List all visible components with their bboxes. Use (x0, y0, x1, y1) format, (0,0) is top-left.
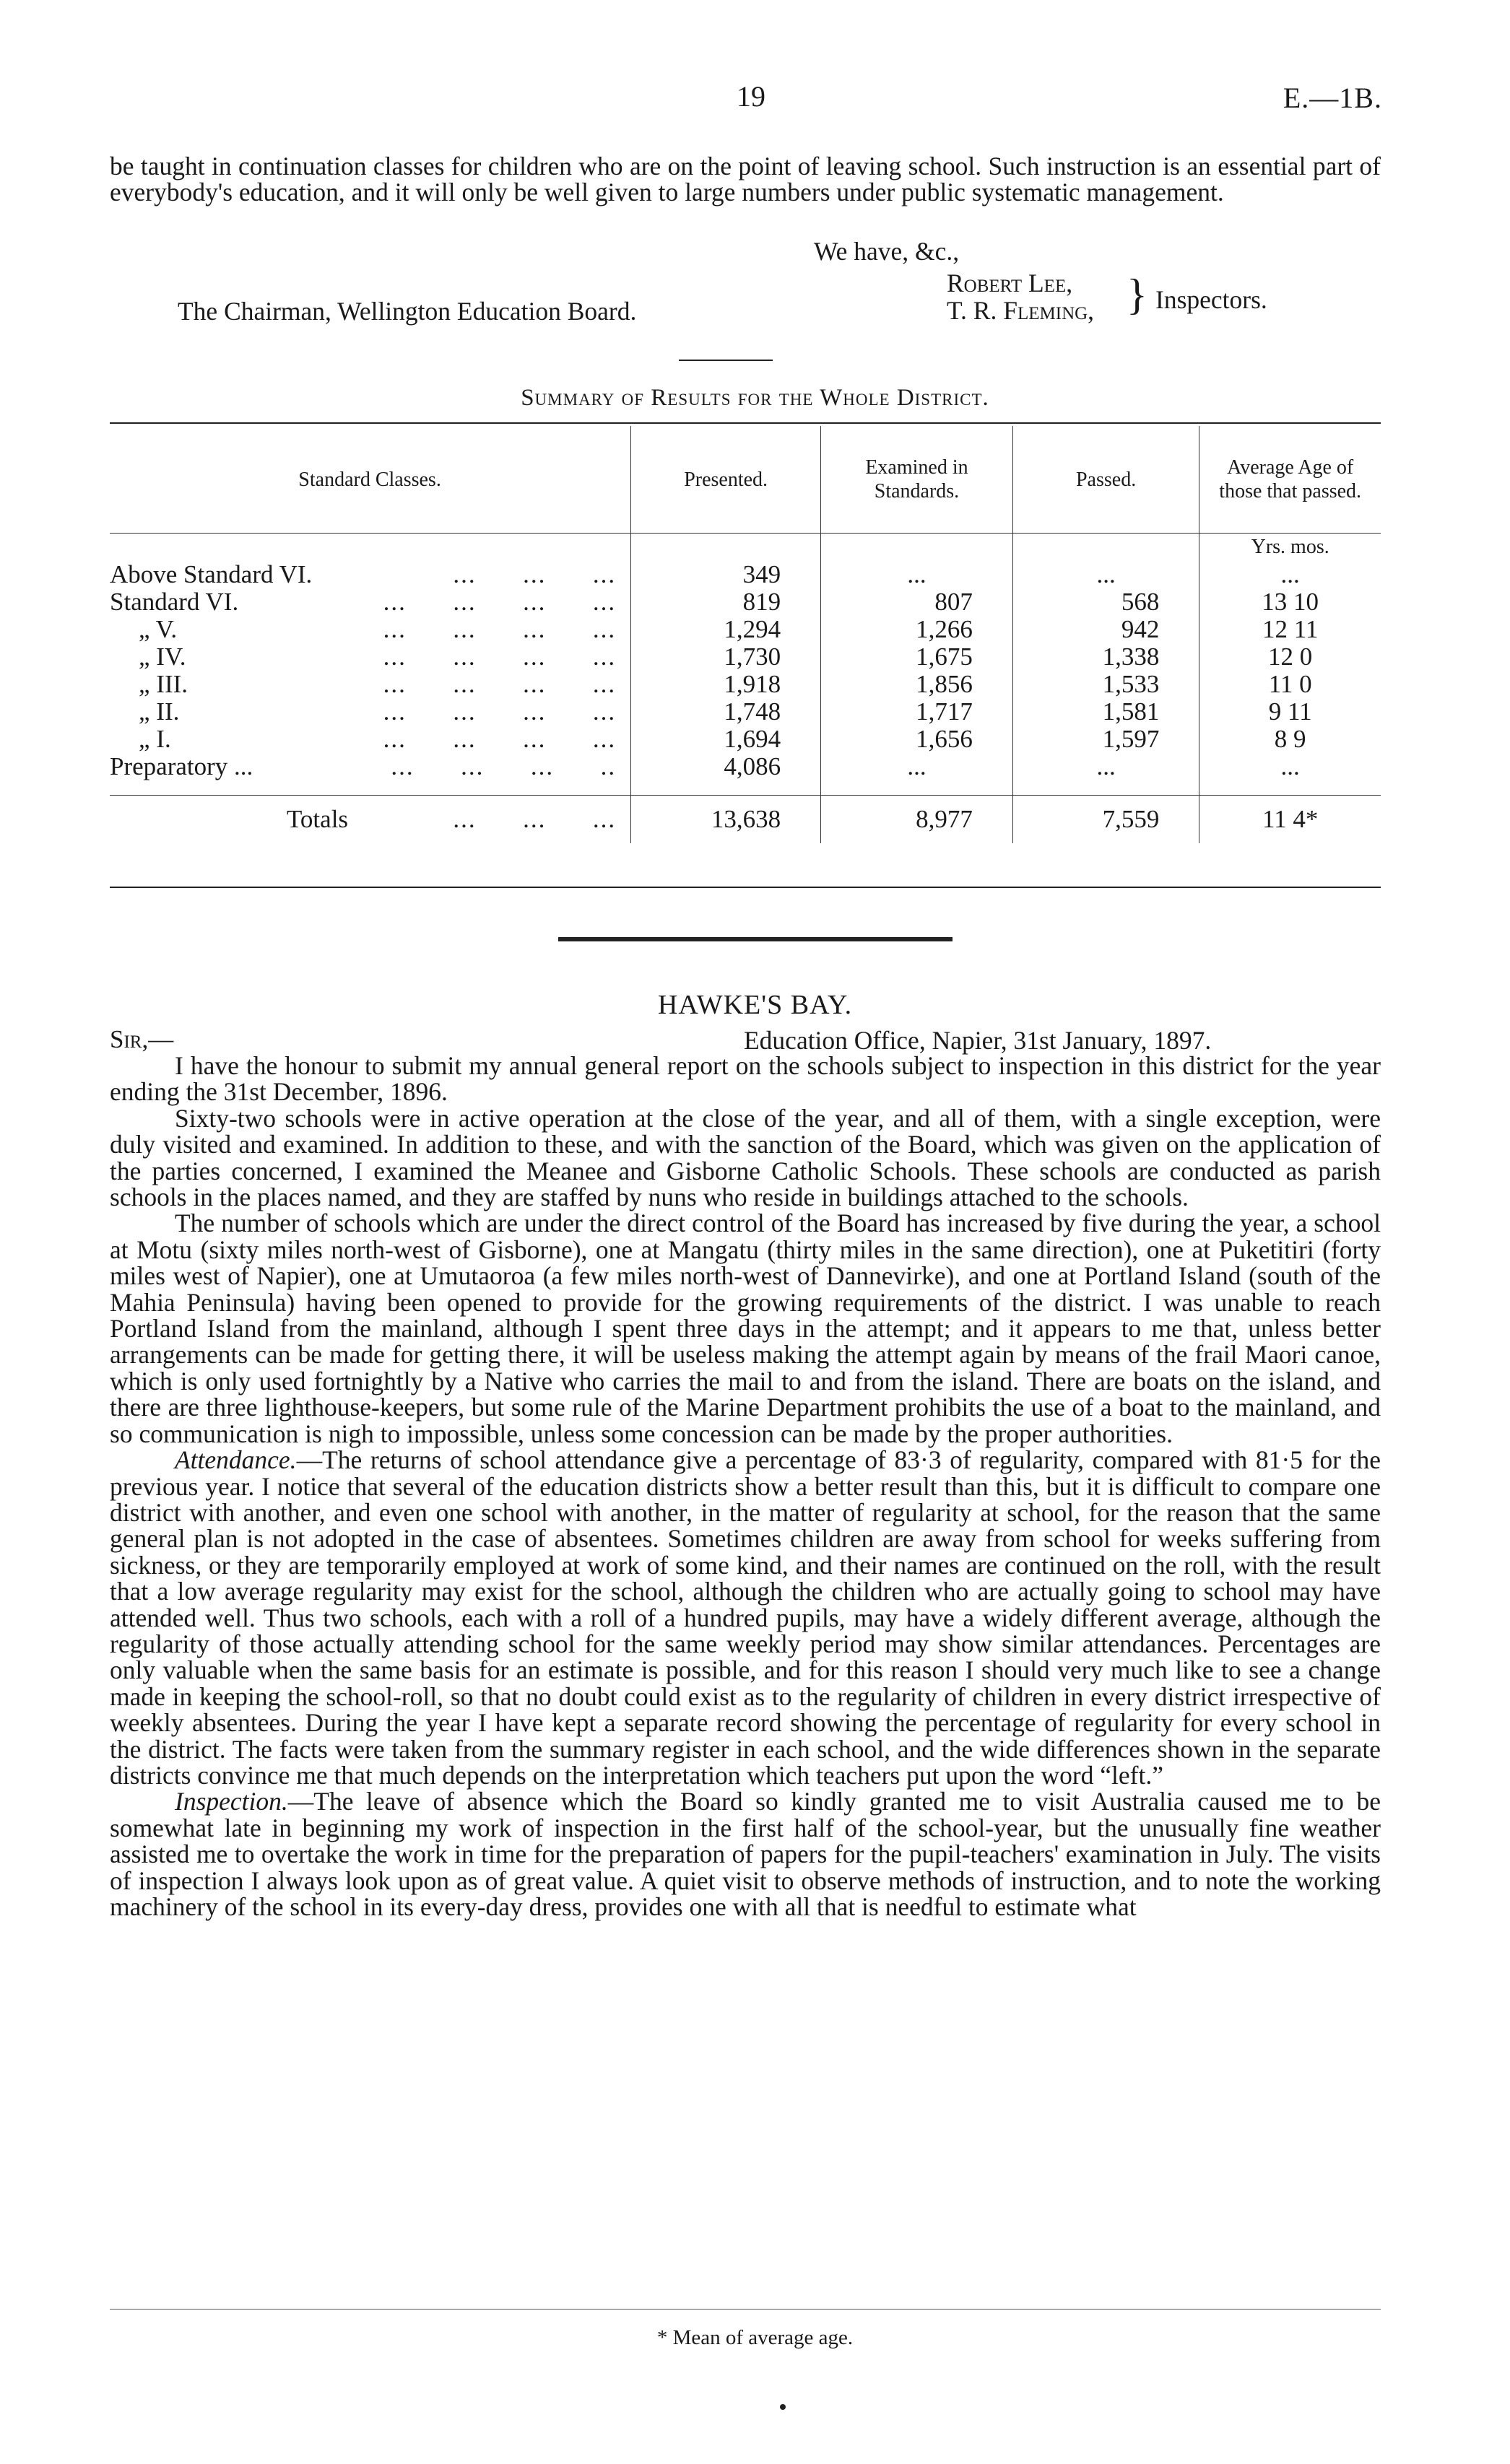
cell-passed: 1,581 (1012, 698, 1199, 726)
table-row: Preparatory ... ... ... ... .. 4,086 ... ... ... (110, 753, 1381, 780)
document-reference: E.—1B. (1283, 82, 1382, 114)
cell-presented: 1,918 (631, 671, 821, 698)
report-body (110, 1053, 1381, 1920)
cell-examined: 1,656 (821, 726, 1013, 753)
cell-passed: 1,597 (1012, 726, 1199, 753)
cell-presented: 1,730 (631, 643, 821, 671)
cell-age: 9 11 (1199, 698, 1381, 726)
cell-age: 12 11 (1199, 616, 1381, 643)
attendance-heading: Attendance. (175, 1445, 297, 1475)
cell-presented: 349 (631, 561, 821, 588)
table-row: „ IV. ... ... ... ... 1,730 1,675 1,338 12 0 (110, 643, 1381, 671)
cell-examined: 1,717 (821, 698, 1013, 726)
section-title: HAWKE'S BAY. (657, 990, 853, 1020)
total-passed: 7,559 (1012, 796, 1199, 844)
footnote: * Mean of average age. (656, 2326, 854, 2349)
cell-passed: 568 (1012, 588, 1199, 616)
cell-examined: 1,266 (821, 616, 1013, 643)
cell-presented: 1,294 (631, 616, 821, 643)
signatory-brace: } (1127, 271, 1147, 318)
cell-passed: 1,338 (1012, 643, 1199, 671)
total-presented: 13,638 (631, 796, 821, 844)
row-label: Above Standard VI. (110, 560, 313, 588)
row-label: „ I. (139, 725, 171, 753)
cell-presented: 1,748 (631, 698, 821, 726)
col-average-age-label: Average Age of those that passed. (1219, 456, 1362, 502)
table-row: „ III. ... ... ... ... 1,918 1,856 1,533 11 0 (110, 671, 1381, 698)
paragraph-3: The number of schools which are under the direct control of the Board has increased by five during the year, a school at Motu (sixty miles north-west of Gisborne), one at Mangatu (thirty miles in the same direction), one at Puketitiri (forty miles west of Napier), one at Umutaoroa (a few miles north-west of Dannevirke), and one at Portland Island (south of the Mahia Peninsula) having been opened to provide for the growing requirements of the district. I was unable to reach Portland Island from the mainland, although I spent three days in the attempt; and it appears to me that, unless better arrangements can be made for getting there, it will be useless making the attempt again by means of the frail Maori canoe, which is only used fortnightly by a Native who carries the mail to and from the island. There are boats on the island, and there are three lighthouse-keepers, but some rule of the Marine Department prohibits the use of a boat to the mainland, and so communication is nigh to impossible, unless some concession can be made by the proper authorities. (110, 1209, 1381, 1448)
paragraph-inspection (110, 1788, 1381, 1920)
inspection-text: —The leave of absence which the Board so kindly granted me to visit Australia caused me to be somewhat late in beginning my work of inspection in the first half of the school-year, but the unusually fine weather assisted me to overtake the work in time for the preparation of papers for the pupil-teachers' examination in July. The visits of inspection I always look upon as of great value. A quiet visit to observe methods of instruction, and to note the working machinery of the school in its every-day dress, provides one with all that is needful to estimate what (110, 1787, 1381, 1921)
cell-age: ... (1199, 561, 1381, 588)
table-row: „ II. ... ... ... ... 1,748 1,717 1,581 9 11 (110, 698, 1381, 726)
intro-paragraph (110, 153, 1381, 206)
cell-passed: ... (1012, 561, 1199, 588)
cell-examined: ... (821, 753, 1013, 780)
cell-presented: 1,694 (631, 726, 821, 753)
inspectors-role: Inspectors. (1155, 285, 1267, 314)
totals-row: Totals ... ... ... 13,638 8,977 7,559 11 4* (110, 796, 1381, 844)
inspection-heading: Inspection. (175, 1787, 288, 1816)
cell-examined: 1,856 (821, 671, 1013, 698)
paragraph-attendance (110, 1447, 1381, 1788)
attendance-text: —The returns of school attendance give a percentage of 83·3 of regularity, compared with 81·5 for the previous year. I notice that several of the education districts show a better result than this, but it is difficult to compare one district with another, and even one school with another, in the matter of regularity at school, for the reason that the same general plan is not adopted in the case of absentees. Sometimes children are away from school for weeks suffering from sickness, or they are temporarily employed at work of some kind, and their names are continued on the roll, with the result that a low average regularity may exist for the school, although the children who are actually going to school may have attended well. Thus two schools, each with a roll of a hundred pupils, may have a widely different average, although the regularity of those actually attending school for the same weekly period may show similar attendances. Percentages are only valuable when the same basis for an estimate is possible, and for this reason I should very much like to see a change made in keeping the school-roll, so that no doubt could exist as to the regularity of children in every district irrespective of weekly absentees. During the year I have kept a separate record showing the percentage of regularity for every school in the district. The facts were taken from the summary register in each school, and the wide differences shown in the separate districts convince me that much depends on the interpretation which teachers put upon the word “left.” (110, 1445, 1381, 1790)
addressee: The Chairman, Wellington Education Board. (178, 297, 637, 326)
page-mark (780, 2404, 786, 2410)
col-examined-label: Examined in Standards. (865, 456, 968, 502)
total-examined: 8,977 (821, 796, 1013, 844)
summary-table (110, 426, 1381, 843)
salutation: Sir,— (110, 1025, 174, 1053)
table-row: Above Standard VI. ... ... ... 349 ... ... ... (110, 561, 1381, 588)
paragraph-1: I have the honour to submit my annual general report on the schools subject to inspection in this district for the year ending the 31st December, 1896. (110, 1051, 1381, 1107)
cell-passed: 942 (1012, 616, 1199, 643)
paragraph-2: Sixty-two schools were in active operation at the close of the year, and all of them, with a single exception, were duly visited and examined. In addition to these, and with the sanction of the Board, which was given on the application of the parties concerned, I examined the Meanee and Gisborne Catholic Schools. These schools are conducted as parish schools in the places named, and they are staffed by nuns who reside in buildings attached to the schools. (110, 1103, 1381, 1212)
table-bottom-rule (110, 887, 1381, 888)
summary-title: Summary of Results for the Whole District. (521, 385, 989, 411)
cell-age: 11 0 (1199, 671, 1381, 698)
table-top-rule (110, 422, 1381, 424)
table-header-row (110, 426, 1381, 534)
table-row: „ V. ... ... ... ... 1,294 1,266 942 12 11 (110, 616, 1381, 643)
intro-text: be taught in continuation classes for children who are on the point of leaving school. Such instruction is an essential part of everybody's education, and it will only be well given to large numbers under public systematic management. (110, 152, 1381, 207)
page-number: 19 (737, 80, 765, 113)
section-divider (558, 937, 953, 941)
cell-passed: ... (1012, 753, 1199, 780)
table-row: Standard VI. ... ... ... ... 819 807 568 13 10 (110, 588, 1381, 616)
short-divider (679, 360, 773, 361)
row-label: Standard VI. (110, 588, 239, 616)
cell-age: 12 0 (1199, 643, 1381, 671)
office-line: Education Office, Napier, 31st January, 1897. (744, 1026, 1212, 1055)
cell-passed: 1,533 (1012, 671, 1199, 698)
col-passed: Passed. (1012, 426, 1199, 534)
cell-age: 13 10 (1199, 588, 1381, 616)
units-row (110, 534, 1381, 562)
footnote-rule (110, 2309, 1381, 2310)
row-label: Preparatory ... (110, 752, 253, 780)
cell-examined: ... (821, 561, 1013, 588)
col-examined (821, 426, 1013, 534)
col-average-age (1199, 426, 1381, 534)
col-standard-classes: Standard Classes. (110, 426, 631, 534)
closing-line: We have, &c., (814, 237, 960, 266)
row-label: „ II. (139, 697, 180, 726)
cell-age: ... (1199, 753, 1381, 780)
row-label: „ III. (139, 670, 188, 698)
cell-examined: 807 (821, 588, 1013, 616)
cell-presented: 4,086 (631, 753, 821, 780)
row-label: „ IV. (139, 643, 186, 671)
age-units: Yrs. mos. (1199, 534, 1381, 562)
cell-presented: 819 (631, 588, 821, 616)
totals-label: Totals (287, 805, 349, 833)
row-label: „ V. (139, 615, 178, 643)
table-row: „ I. ... ... ... ... 1,694 1,656 1,597 8 9 (110, 726, 1381, 753)
cell-age: 8 9 (1199, 726, 1381, 753)
signatory-lee: Robert Lee, (947, 269, 1073, 297)
col-presented: Presented. (631, 426, 821, 534)
total-age: 11 4* (1199, 796, 1381, 844)
signatory-fleming: T. R. Fleming, (947, 296, 1095, 325)
cell-examined: 1,675 (821, 643, 1013, 671)
